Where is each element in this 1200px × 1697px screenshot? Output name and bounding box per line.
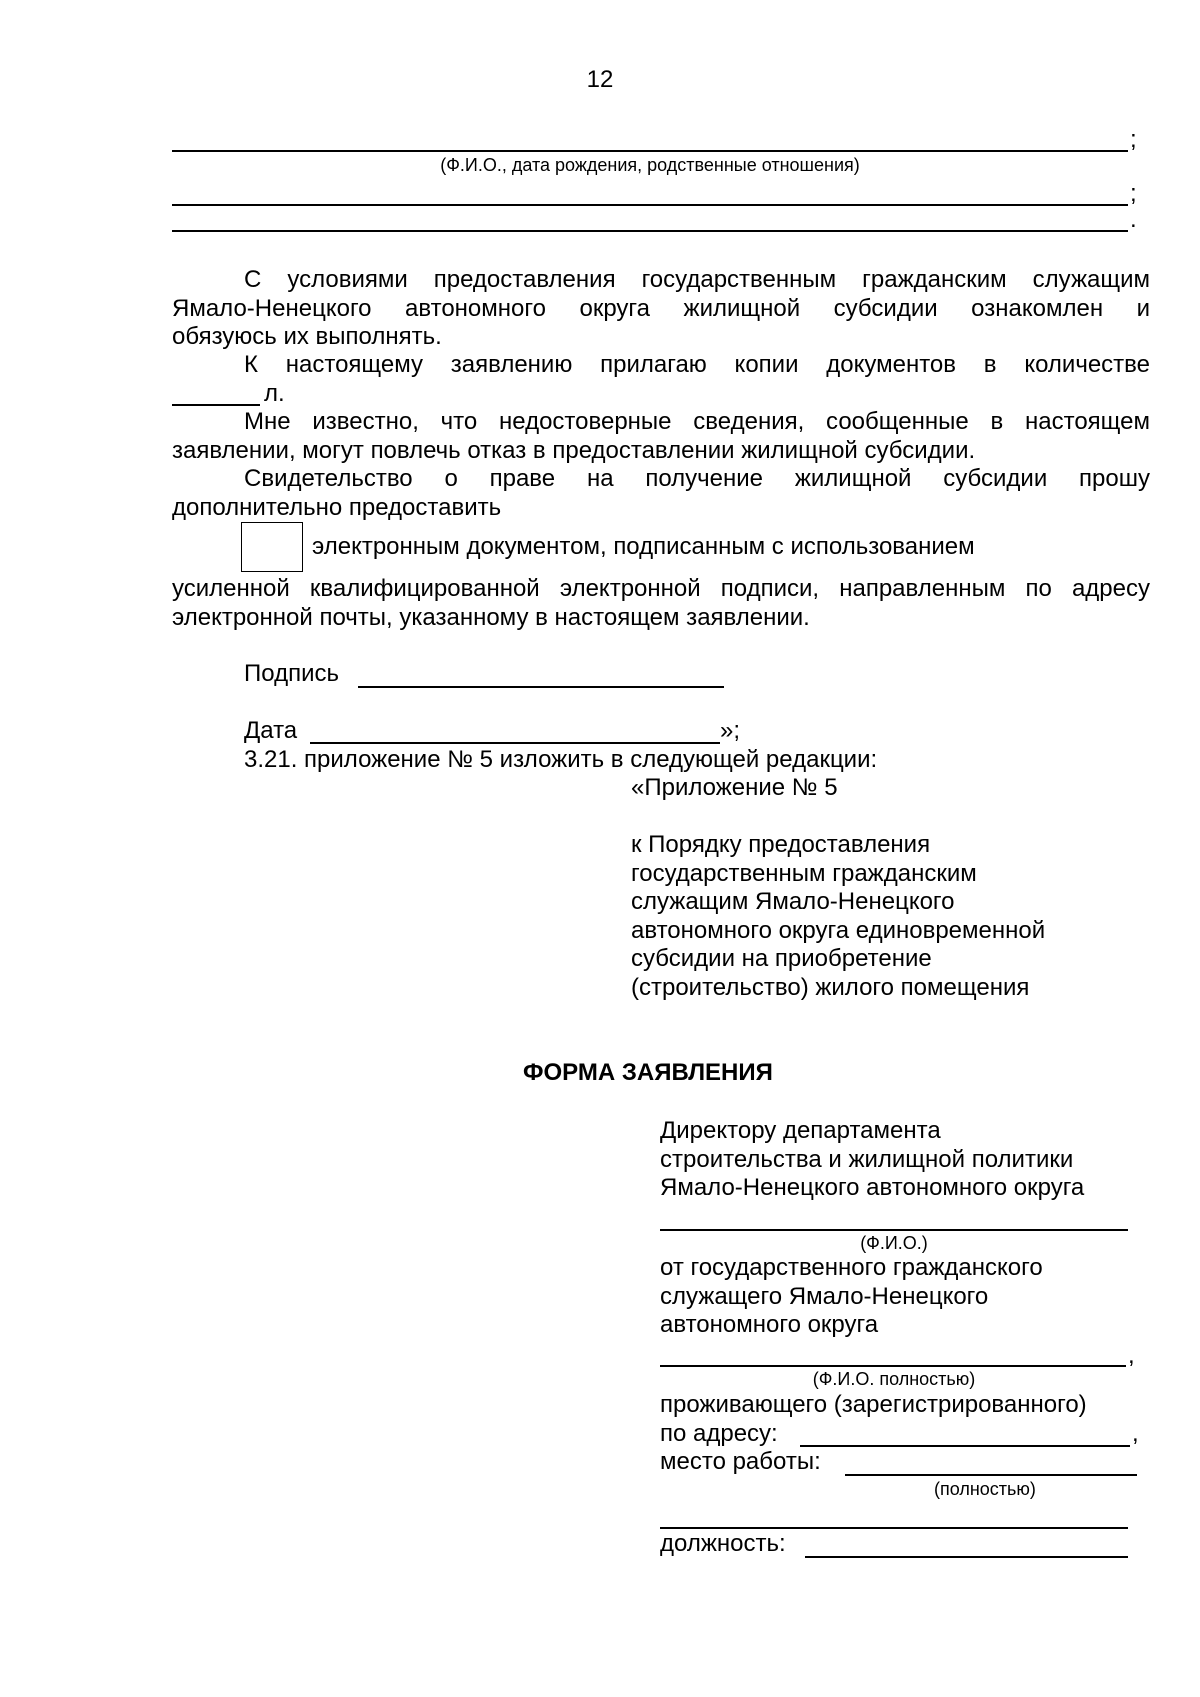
date-label: Дата: [244, 717, 298, 744]
line-punctuation: .: [1130, 206, 1137, 233]
applicant-line: автономного округа: [660, 1311, 879, 1338]
checkbox-option-label: электронным документом, подписанным с использованием: [312, 533, 975, 560]
line-punctuation: ,: [1128, 1342, 1135, 1369]
address-line[interactable]: [800, 1445, 1130, 1447]
paragraph-line: Мне известно, что недостоверные сведения, сообщенные в настоящем: [244, 408, 1150, 435]
relatives-caption: (Ф.И.О., дата рождения, родственные отношения): [440, 155, 860, 175]
full-caption: (полностью): [934, 1479, 1036, 1499]
signature-label: Подпись: [244, 660, 339, 687]
applicant-fio-line[interactable]: [660, 1365, 1126, 1367]
full-fio-caption: (Ф.И.О. полностью): [812, 1369, 976, 1389]
paragraph-line: электронной почты, указанному в настоящем заявлении.: [172, 604, 810, 631]
page-number: 12: [586, 66, 614, 93]
appendix-title: «Приложение № 5: [631, 774, 838, 801]
applicant-line: служащего Ямало-Ненецкого: [660, 1283, 989, 1310]
applicant-line: от государственного гражданского: [660, 1254, 1043, 1281]
amendment-item: 3.21. приложение № 5 изложить в следующей редакции:: [244, 746, 878, 773]
line-punctuation: ;: [1130, 180, 1137, 207]
paragraph-line: дополнительно предоставить: [172, 494, 502, 521]
appendix-line: служащим Ямало-Ненецкого: [631, 888, 955, 915]
address-label: по адресу:: [660, 1420, 778, 1447]
appendix-line: автономного округа единовременной: [631, 917, 1046, 944]
signature-line[interactable]: [358, 686, 724, 688]
date-line[interactable]: [310, 742, 720, 744]
appendix-line: государственным гражданским: [631, 860, 977, 887]
appendix-line: к Порядку предоставления: [631, 831, 931, 858]
date-end: »;: [720, 717, 741, 744]
paragraph-line: л.: [264, 380, 285, 407]
paragraph-line: Свидетельство о праве на получение жилищной субсидии прошу: [244, 465, 1150, 492]
appendix-line: субсидии на приобретение: [631, 945, 932, 972]
electronic-document-checkbox[interactable]: [241, 522, 303, 572]
addressee-line: строительства и жилищной политики: [660, 1146, 1074, 1173]
fill-line[interactable]: [172, 204, 1128, 206]
fio-caption: (Ф.И.О.): [860, 1233, 928, 1253]
fill-line[interactable]: [172, 404, 260, 406]
addressee-line: Директору департамента: [660, 1117, 941, 1144]
appendix-line: (строительство) жилого помещения: [631, 974, 1030, 1001]
line-punctuation: ;: [1130, 126, 1137, 153]
residing-label: проживающего (зарегистрированного): [660, 1391, 1087, 1418]
position-label: должность:: [660, 1530, 786, 1557]
form-title: ФОРМА ЗАЯВЛЕНИЯ: [523, 1059, 773, 1086]
line-punctuation: ,: [1132, 1420, 1139, 1447]
paragraph-line: обязуюсь их выполнять.: [172, 323, 442, 350]
fill-line[interactable]: [172, 150, 1128, 152]
position-line[interactable]: [805, 1556, 1128, 1558]
addressee-line: Ямало-Ненецкого автономного округа: [660, 1174, 1085, 1201]
work-label: место работы:: [660, 1448, 821, 1475]
work-line[interactable]: [845, 1474, 1137, 1476]
paragraph-line: Ямало-Ненецкого автономного округа жилищной субсидии ознакомлен и: [172, 295, 1150, 322]
director-fio-line[interactable]: [660, 1229, 1128, 1231]
paragraph-line: заявлении, могут повлечь отказ в предоставлении жилищной субсидии.: [172, 437, 976, 464]
fill-line[interactable]: [172, 230, 1128, 232]
paragraph-line: К настоящему заявлению прилагаю копии документов в количестве: [244, 351, 1150, 378]
work-continuation-line[interactable]: [660, 1527, 1128, 1529]
paragraph-line: С условиями предоставления государственным гражданским служащим: [244, 266, 1150, 293]
paragraph-line: усиленной квалифицированной электронной подписи, направленным по адресу: [172, 575, 1150, 602]
